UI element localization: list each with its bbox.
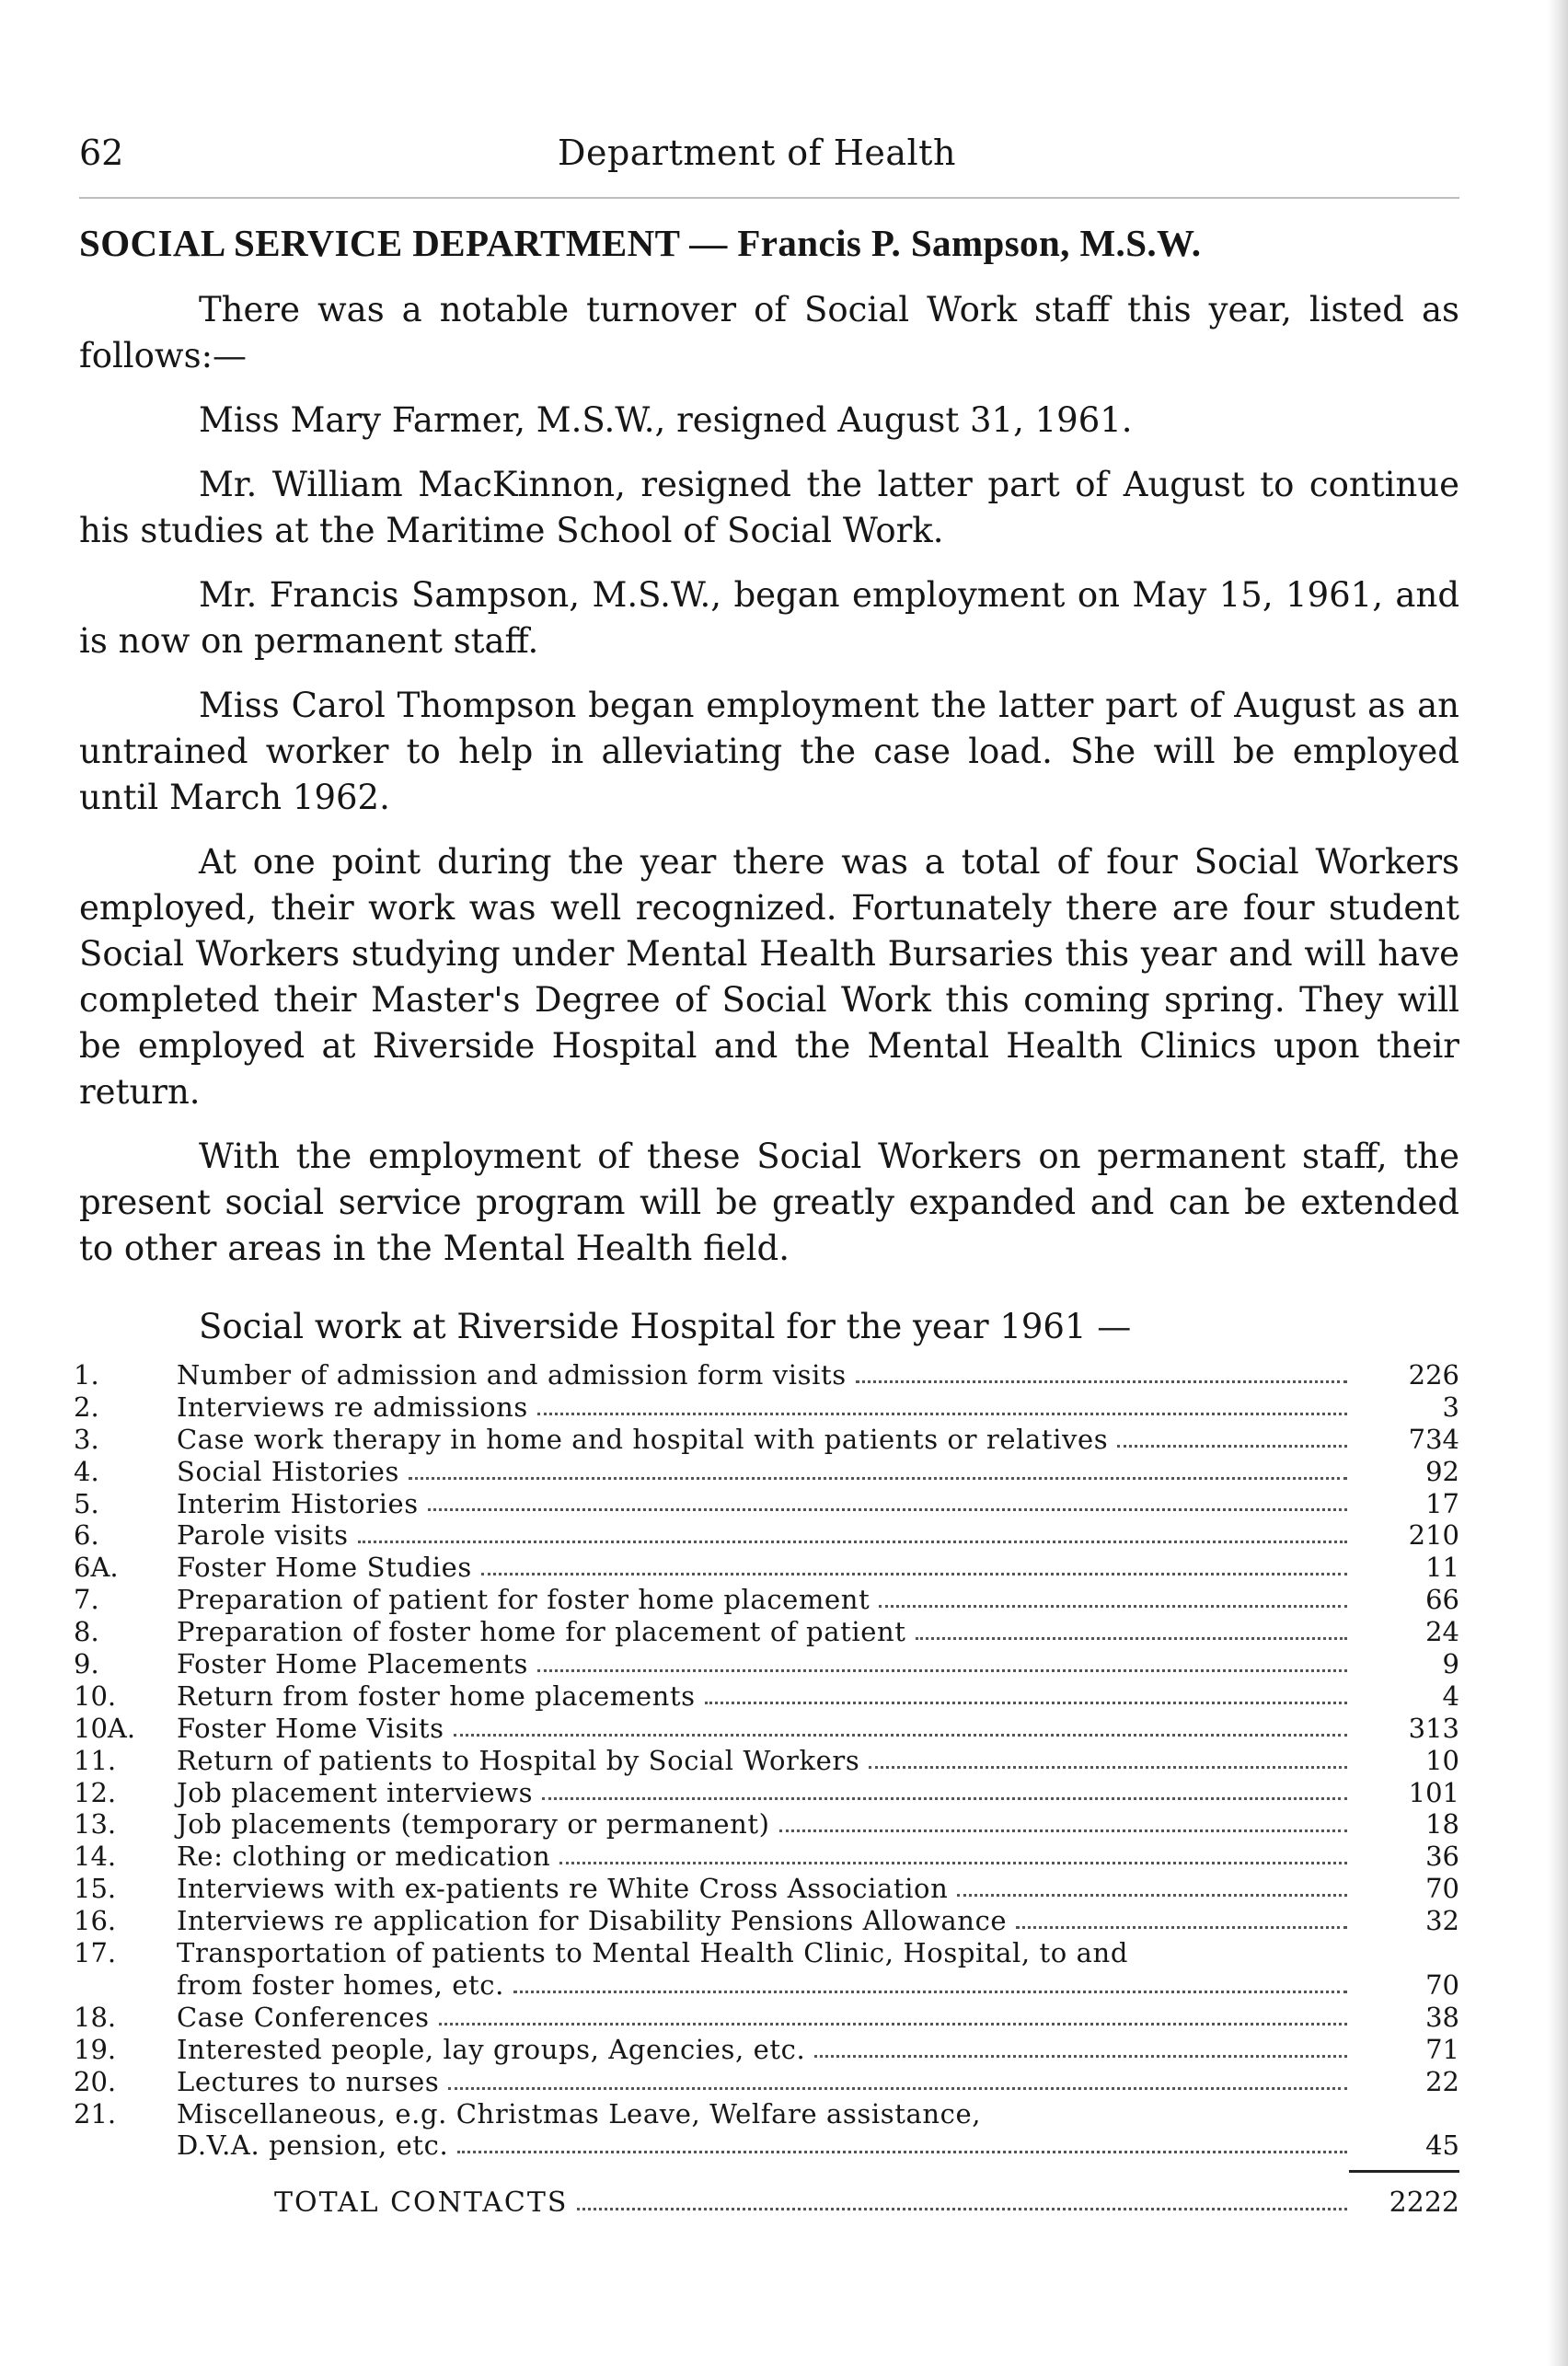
dot-leader [358, 1541, 1347, 1543]
row-number: 10A. [74, 1712, 136, 1744]
row-description: Return from foster home placements [177, 1679, 696, 1712]
row-number: 12. [74, 1776, 117, 1808]
dot-leader [957, 1894, 1347, 1897]
row-description: Preparation of patient for foster home placement [177, 1584, 870, 1616]
table-row [74, 1391, 1459, 1424]
row-description: D.V.A. pension, etc. [177, 2129, 449, 2162]
table-caption: Social work at Riverside Hospital for the year 1961 — [199, 1307, 1132, 1346]
table-row [74, 1584, 1459, 1616]
body-text [79, 287, 1459, 1290]
total-value: 2222 [1389, 2187, 1459, 2219]
row-number: 3. [74, 1423, 99, 1455]
dot-leader [457, 2151, 1347, 2153]
paragraph-intro: There was a notable turnover of Social Work staff this year, listed as follows:— [79, 290, 1459, 375]
row-value: 24 [1425, 1616, 1459, 1648]
row-value: 38 [1425, 2001, 1459, 2033]
row-value: 70 [1425, 1968, 1459, 2001]
row-number: 9. [74, 1648, 99, 1680]
row-value: 32 [1425, 1905, 1459, 1937]
dot-leader [454, 1734, 1347, 1737]
dot-leader [428, 1508, 1347, 1511]
dot-leader [537, 1413, 1347, 1415]
paragraph-thompson: Miss Carol Thompson began employment the latter part of August as an untrained worker to help in alleviating the case load. She will be employed until March 1962. [79, 686, 1459, 817]
row-description: Interviews re application for Disability Pensions Allowance [177, 1905, 1008, 1937]
row-value: 10 [1425, 1744, 1459, 1776]
paragraph-program: With the employment of these Social Workers on permanent staff, the present social service program will be greatly expanded and can be extended to other areas in the Mental Health field. [79, 1137, 1459, 1268]
table-row [74, 1616, 1459, 1648]
row-value: 66 [1425, 1584, 1459, 1616]
row-number: 1. [74, 1359, 99, 1391]
table-row [74, 1937, 1459, 2002]
row-value: 11 [1425, 1552, 1459, 1584]
row-number: 10. [74, 1679, 117, 1712]
row-description: Foster Home Visits [177, 1712, 444, 1744]
total-label: TOTAL CONTACTS [274, 2187, 569, 2219]
table-row [74, 1745, 1459, 1777]
row-description: Foster Home Studies [177, 1552, 472, 1584]
row-value: 9 [1442, 1648, 1459, 1680]
table-row [74, 1873, 1459, 1905]
row-number: 14. [74, 1841, 117, 1873]
row-value: 22 [1425, 2065, 1459, 2097]
page-header [79, 129, 1459, 184]
row-number: 21. [74, 2097, 117, 2129]
row-number: 13. [74, 1808, 117, 1841]
dot-leader [537, 1669, 1347, 1672]
table-row [74, 1488, 1459, 1520]
dot-leader [1016, 1926, 1347, 1929]
row-description: Number of admission and admission form visits [177, 1359, 847, 1391]
row-number: 5. [74, 1487, 99, 1519]
dot-leader [448, 2087, 1347, 2090]
paragraph-mackinnon: Mr. William MacKinnon, resigned the latter part of August to continue his studies at the Maritime School of Social Work. [79, 465, 1459, 550]
table-row [74, 1905, 1459, 1937]
row-description: from foster homes, etc. [177, 1968, 504, 2001]
row-value: 92 [1425, 1455, 1459, 1487]
row-description: Lectures to nurses [177, 2065, 440, 2097]
dot-leader [879, 1605, 1347, 1608]
row-number: 2. [74, 1391, 99, 1423]
dot-leader [1117, 1445, 1347, 1448]
table-row [74, 1777, 1459, 1809]
paragraph-farmer: Miss Mary Farmer, M.S.W., resigned August 31, 1961. [199, 400, 1133, 440]
total-row [74, 2187, 1459, 2223]
row-description: Case Conferences [177, 2001, 430, 2033]
row-description: Interviews re admissions [177, 1391, 528, 1423]
row-description: Interim Histories [177, 1487, 419, 1519]
row-description: Interested people, lay groups, Agencies, etc. [177, 2033, 806, 2065]
paragraph-staffing: At one point during the year there was a total of four Social Workers employed, their work was well recognized. Fortunately there are four student Social Workers studying under Mental Health Bursaries this year and will have completed their Master's Degree of Social Work this coming spring. They will be employed at Riverside Hospital and the Mental Health Clinics upon their return. [79, 842, 1459, 1112]
dot-leader [513, 1991, 1347, 1993]
running-title: Department of Health [558, 133, 956, 173]
total-rule [1349, 2170, 1459, 2173]
table-row [74, 2034, 1459, 2066]
row-number: 19. [74, 2033, 117, 2065]
table-row [74, 1519, 1459, 1552]
dot-leader [439, 2023, 1347, 2026]
row-description: Parole visits [177, 1519, 349, 1552]
row-number: 17. [74, 1937, 117, 1969]
row-value: 36 [1425, 1841, 1459, 1873]
dot-leader [814, 2055, 1347, 2058]
section-title: SOCIAL SERVICE DEPARTMENT — Francis P. Sampson, M.S.W. [79, 222, 1202, 264]
row-value: 70 [1425, 1873, 1459, 1905]
row-number: 6. [74, 1519, 99, 1552]
dot-leader [409, 1477, 1347, 1480]
table-row [74, 2098, 1459, 2163]
row-description: Social Histories [177, 1455, 399, 1487]
row-description: Preparation of foster home for placement of patient [177, 1616, 906, 1648]
row-description: Job placements (temporary or permanent) [177, 1808, 770, 1841]
row-number: 6A. [74, 1552, 119, 1584]
dot-leader [559, 1862, 1347, 1864]
row-number: 7. [74, 1584, 99, 1616]
table-row [74, 2002, 1459, 2034]
table-row [74, 1713, 1459, 1745]
row-number: 4. [74, 1455, 99, 1487]
scan-edge-shadow [1548, 0, 1568, 2366]
row-value: 4 [1442, 1679, 1459, 1712]
row-description: Case work therapy in home and hospital with patients or relatives [177, 1423, 1109, 1455]
row-description: Re: clothing or medication [177, 1841, 551, 1873]
dot-leader [481, 1573, 1347, 1575]
row-description: Foster Home Placements [177, 1648, 528, 1680]
row-value: 45 [1425, 2129, 1459, 2162]
dot-leader [869, 1766, 1347, 1769]
dot-leader [542, 1797, 1347, 1800]
row-number: 18. [74, 2001, 117, 2033]
table-row [74, 1680, 1459, 1713]
row-number: 16. [74, 1905, 117, 1937]
row-value: 226 [1408, 1359, 1459, 1391]
row-number: 8. [74, 1616, 99, 1648]
table-row [74, 1424, 1459, 1456]
row-number: 11. [74, 1744, 117, 1776]
table-row [74, 1648, 1459, 1680]
row-value: 313 [1408, 1712, 1459, 1744]
table-row [74, 1456, 1459, 1488]
dot-leader [779, 1829, 1347, 1832]
row-description: Interviews with ex-patients re White Cross Association [177, 1873, 949, 1905]
dot-leader [577, 2208, 1347, 2210]
row-description-line1: Miscellaneous, e.g. Christmas Leave, Welfare assistance, [177, 2097, 982, 2129]
page-number: 62 [79, 133, 124, 173]
row-description: Return of patients to Hospital by Social Workers [177, 1744, 860, 1776]
row-value: 71 [1425, 2033, 1459, 2065]
table-row [74, 1552, 1459, 1584]
paragraph-sampson: Mr. Francis Sampson, M.S.W., began employment on May 15, 1961, and is now on permanent staff. [79, 575, 1459, 661]
statistics-table [74, 1359, 1459, 2162]
row-description-line1: Transportation of patients to Mental Health Clinic, Hospital, to and [177, 1937, 1128, 1969]
table-row [74, 1808, 1459, 1841]
header-rule [79, 197, 1459, 199]
table-row [74, 2066, 1459, 2098]
table-row [74, 1841, 1459, 1873]
dot-leader [705, 1702, 1347, 1704]
row-value: 3 [1442, 1391, 1459, 1423]
row-value: 734 [1408, 1423, 1459, 1455]
dot-leader [856, 1380, 1347, 1383]
row-number: 20. [74, 2065, 117, 2097]
row-description: Job placement interviews [177, 1776, 534, 1808]
table-row [74, 1359, 1459, 1391]
row-value: 210 [1408, 1519, 1459, 1552]
row-value: 101 [1408, 1776, 1459, 1808]
row-value: 18 [1425, 1808, 1459, 1841]
dot-leader [916, 1637, 1347, 1640]
row-number: 15. [74, 1873, 117, 1905]
row-value: 17 [1425, 1487, 1459, 1519]
